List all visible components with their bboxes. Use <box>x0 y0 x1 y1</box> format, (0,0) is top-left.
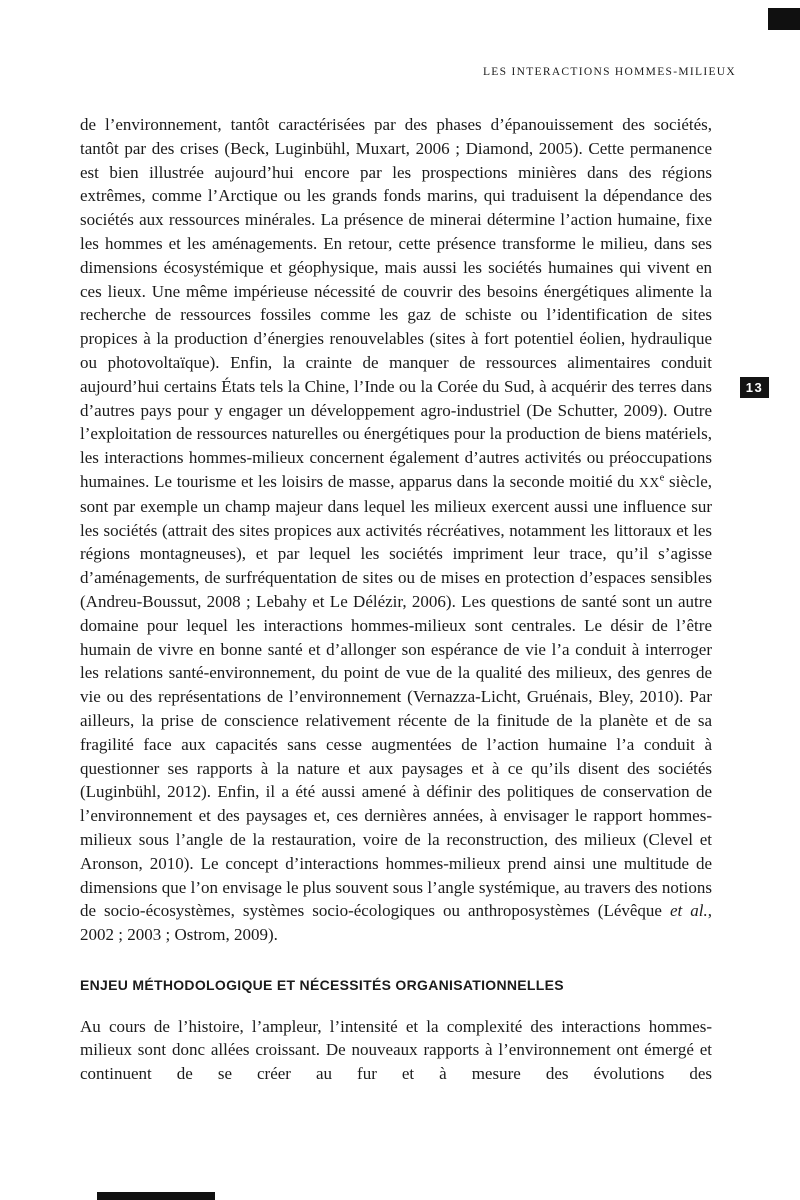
page-number: 13 <box>745 380 764 395</box>
running-header: LES INTERACTIONS HOMMES-MILIEUX <box>482 66 736 78</box>
top-corner-printer-mark <box>768 8 800 30</box>
page-number-badge <box>740 377 769 398</box>
paragraph-continuing: Au cours de l’histoire, l’ampleur, l’intensité et la complexité des interactions hommes-milieux sont donc allées croissant. De nouveaux rapports à l’environnement ont émergé et continuent de se créer au fur et à mesure des évolutions des <box>80 1016 712 1084</box>
paragraph-main: de l’environnement, tantôt caractérisées par des phases d’épanouissement des sociétés, tantôt par des crises (Beck, Luginbühl, Muxart, 2006 ; Diamond, 2005). Cette permanence est bien illustrée aujourd’hui encore par les prospections minières dans des régions extrêmes, comme l’Arctique ou les grands fonds marins, qui traduisent la dépendance des sociétés aux ressources minérales. La présence de minerai détermine l’action humaine, fixe les hommes et les aménagements. En retour, cette présence transforme le milieu, dans ses dimensions écosystémique et géophysique, mais aussi les sociétés humaines qui vivent en ces lieux. Une même impérieuse nécessité de couvrir des besoins énergétiques alimente la recherche de ressources fossiles comme les gaz de schiste ou l’identification de sites propices à la production d’énergies renouvelables (sites à fort potentiel éolien, hydraulique ou photovoltaïque). Enfin, la crainte de manquer de ressources alimentaires conduit aujourd’hui certains États tels la Chine, l’Inde ou la Corée du Sud, à acquérir des terres dans d’autres pays pour y engager un développement agro-industriel (De Schutter, 2009). Outre l’exploitation de ressources naturelles ou énergétiques pour la production de biens matériels, les interactions hommes-milieux concernent également d’autres activités ou préoccupations humaines. Le tourisme et les loisirs de masse, apparus dans la seconde moitié du XXe siècle, sont par exemple un champ majeur dans lequel les milieux exercent aussi une influence sur les sociétés (attrait des sites propices aux activités récréatives, notamment les littoraux et les régions montagneuses), et par lequel les sociétés impriment leur trace, qu’il s’agisse d’aménagements, de surfréquentation de sites ou de mises en protection d’espaces sensibles (Andreu-Boussut, 2008 ; Lebahy et Le Délézir, 2006). Les questions de santé sont un autre domaine pour lequel les interactions hommes-milieux sont centrales. Le désir de l’être humain de vivre en bonne santé et d’allonger son espérance de vie l’a conduit à interroger les relations santé-environnement, du point de vue de la qualité des milieux, des genres de vie ou des représentations de l’environnement (Vernazza-Licht, Gruénais, Bley, 2010). Par ailleurs, la prise de conscience relativement récente de la finitude de la planète et de sa fragilité face aux capacités sans cesse augmentées de l’action humaine l’a conduit à questionner ses rapports à la nature et aux paysages et à ce qu’ils disent des sociétés (Luginbühl, 2012). Enfin, il a été aussi amené à définir des politiques de conservation de l’environnement et des paysages et, ces dernières années, à envisager le rapport hommes-milieux sous l’angle de la restauration, voire de la reconstruction, des milieux (Clevel et Aronson, 2010). Le concept d’interactions hommes-milieux prend ainsi une multitude de dimensions que l’on envisage le plus souvent sous l’angle systémique, au travers des notions de socio-écosystèmes, systèmes socio-écologiques ou anthroposystèmes (Lévêque et al., 2002 ; 2003 ; Ostrom, 2009). <box>80 115 712 945</box>
section-heading: ENJEU MÉTHODOLOGIQUE ET NÉCESSITÉS ORGANISATIONNELLES <box>80 976 564 993</box>
bottom-edge-printer-mark <box>97 1192 215 1200</box>
text-column <box>80 113 712 1086</box>
